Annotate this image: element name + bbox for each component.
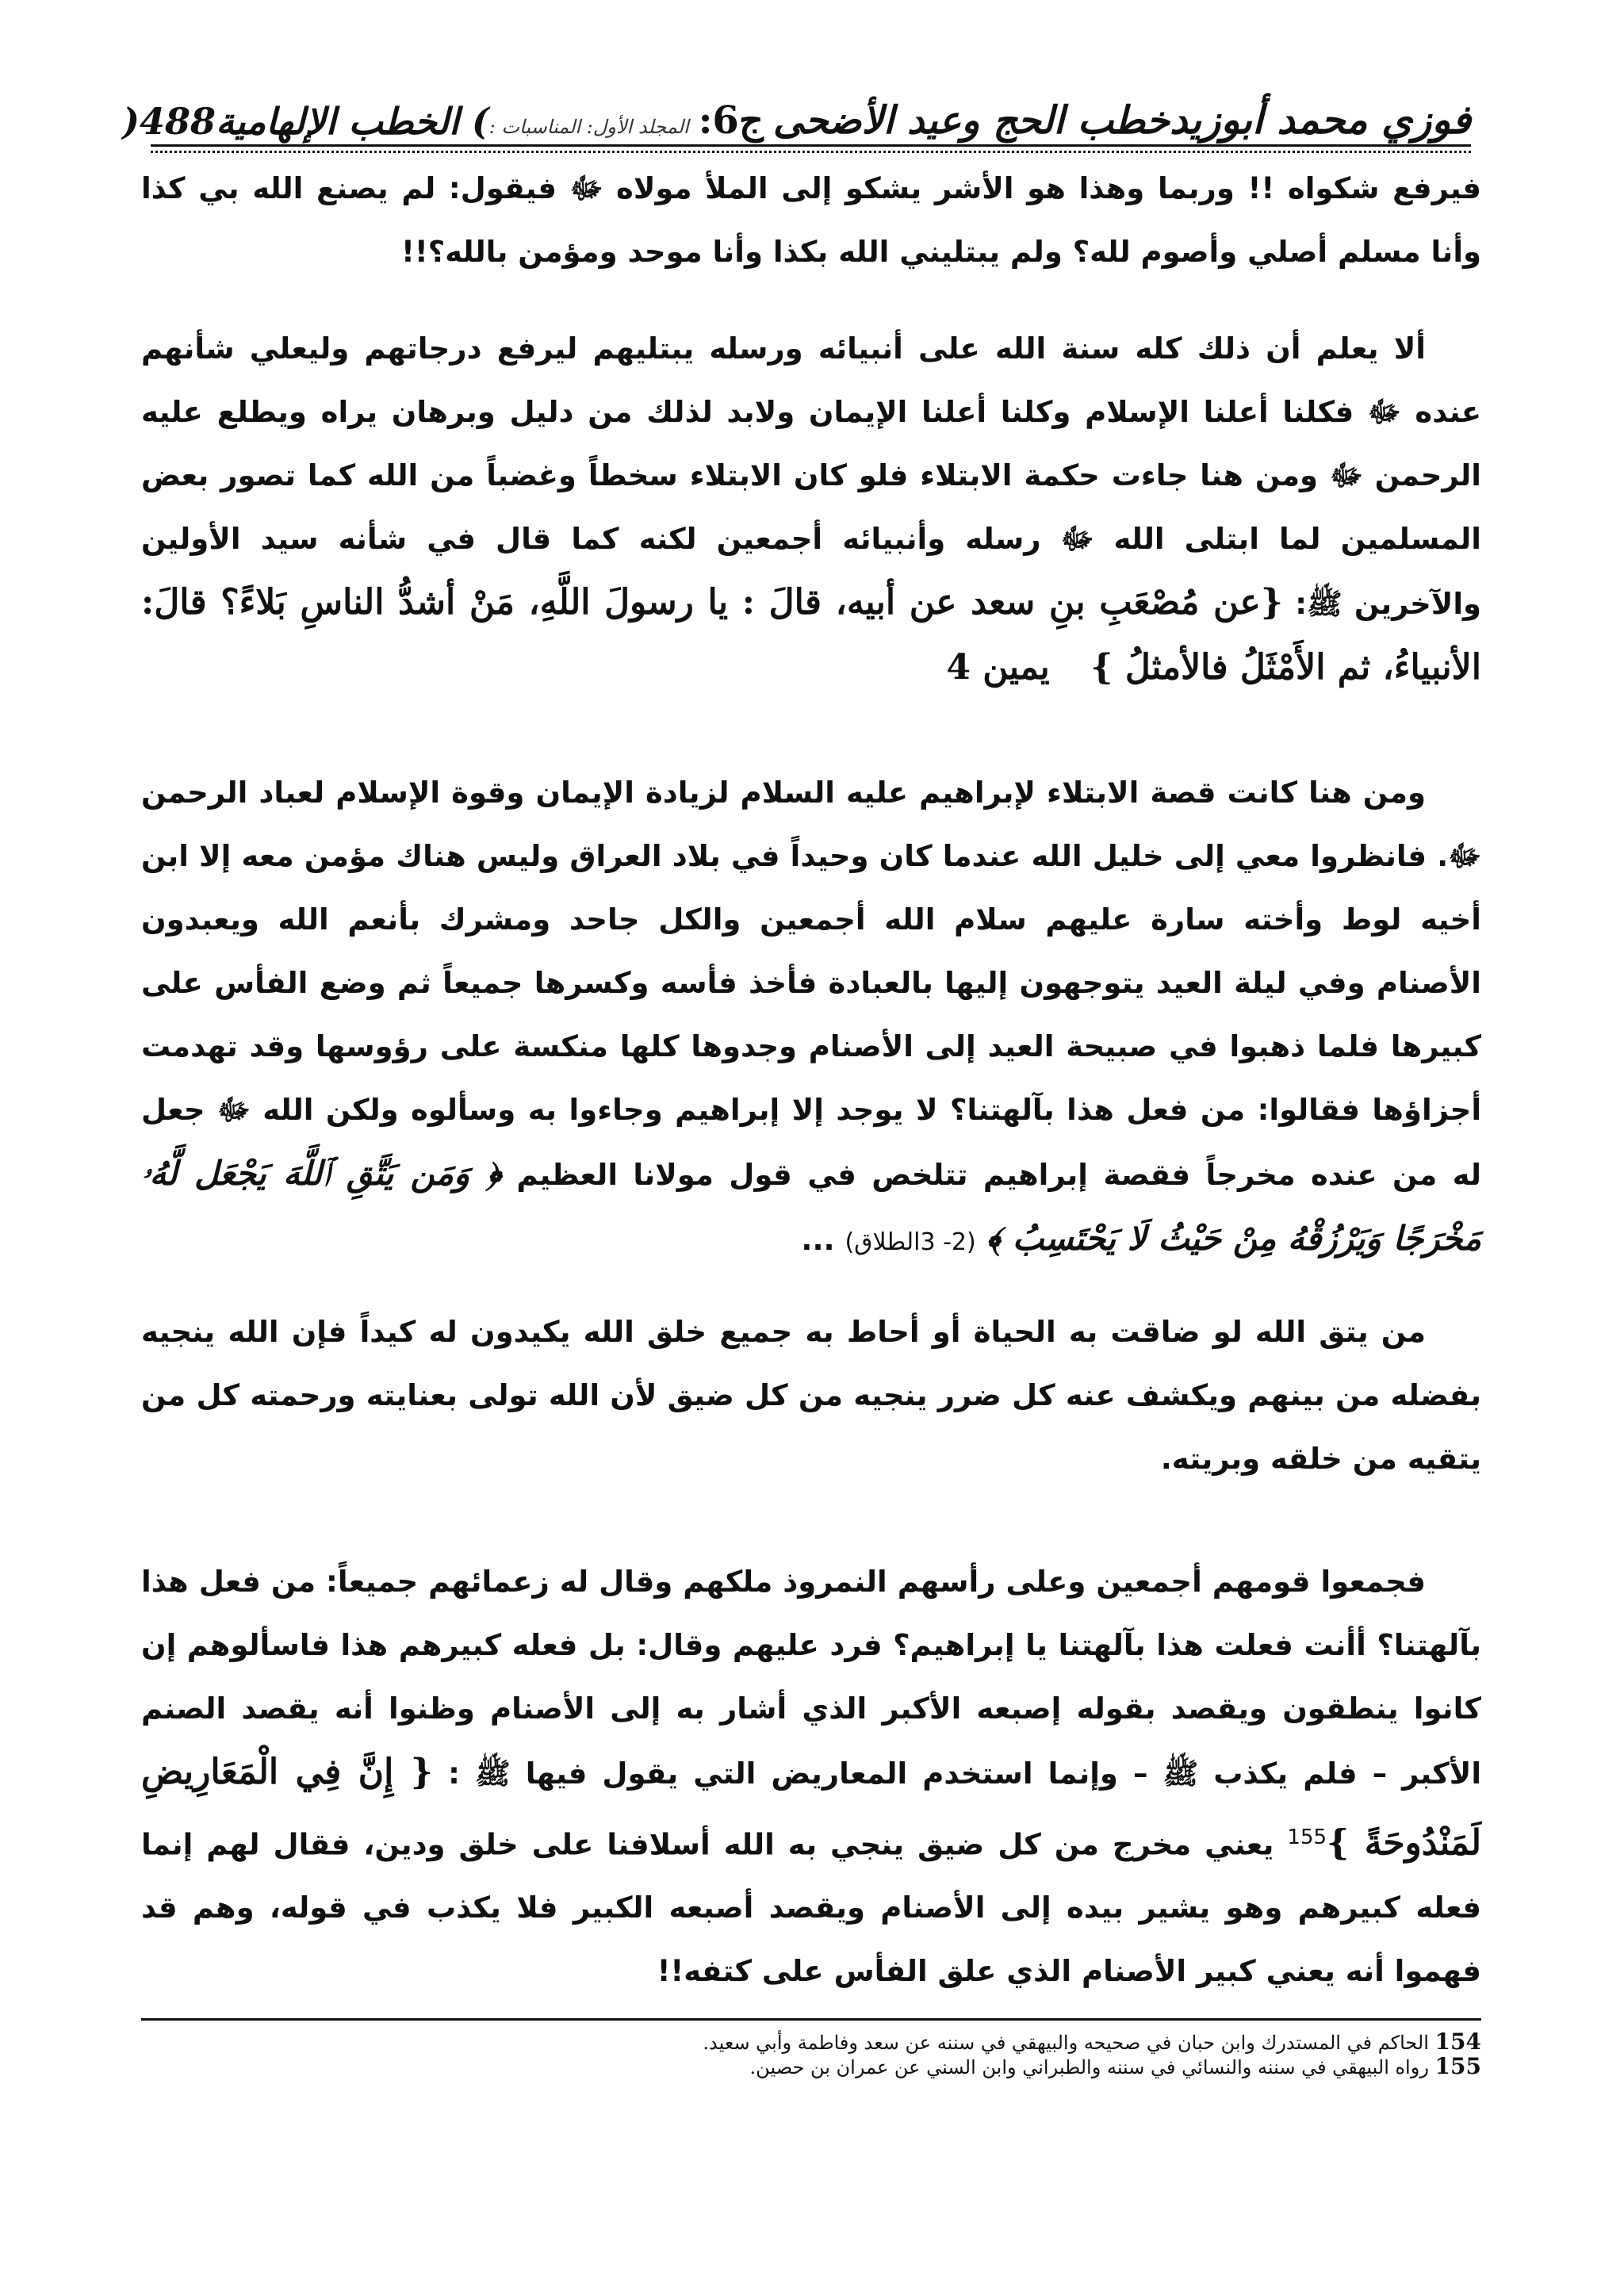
quran-verse: ﴿ وَمَن يَتَّقِ ٱللَّهَ يَجْعَل لَّهُۥ مَخْرَجًا وَيَرْزُقْهُ مِنْ حَيْثُ لَا يَحْتَسِبُ ﴾	[141, 1154, 1481, 1258]
series-title: الخطب الإلهامية	[216, 100, 459, 143]
paragraph-2-body	[141, 317, 1481, 701]
author-name: فوزي محمد أبوزيد	[1170, 96, 1471, 143]
paragraph-5-text: فجمعوا قومهم أجمعين وعلى رأسهم النمروذ ملكهم وقال له زعمائهم جميعاً: من فعل هذا بآلهتنا؟ أأنت فعلت هذا بآلهتنا يا إبراهيم؟ فرد عليهم وقال: بل فعله كبيرهم هذا فاسألوهم إن كانوا ينطقون ويقصد بقوله إصبعه الأكبر الذي أشار به إلى الأصنام وظنوا أنه يقصد الصنم الأكبر – فلم يكذب ﷺ – وإنما استخدم المعاريض التي يقول فيها ﷺ :	[141, 1565, 1482, 1791]
footnote-marker-155[interactable]: 155	[1287, 1826, 1327, 1849]
paragraph-4	[141, 1301, 1481, 1491]
header-topic-group	[489, 98, 1170, 143]
header-part: ج6:	[698, 98, 764, 143]
hadith-quote-2: { إِنَّ فِي الْمَعَارِيضِ لَمَنْدُوحَةً }	[141, 1752, 1481, 1864]
footnote-text: الحاكم في المستدرك وابن حبان في صحيحه والبيهقي في سننه عن سعد وفاطمة وأبي سعيد.	[703, 2032, 1429, 2054]
ellipsis: ...	[801, 1223, 845, 1257]
header-section: المجلد الأول: المناسبات :	[488, 116, 689, 138]
paragraph-2-text: ألا يعلم أن ذلك كله سنة الله على أنبيائه ورسله يبتليهم ليرفع درجاتهم وليعلي شأنهم عنده ﷻ فكلنا أعلنا الإسلام وكلنا أعلنا الإيمان ولابد لذلك من دليل وبرهان يراه ويطلع عليه الرحمن ﷻ ومن هنا جاءت حكمة الابتلاء فلو كان الابتلاء سخطاً وغضباً من الله كما تصور بعض المسلمين لما ابتلى الله ﷻ رسله وأنبيائه أجمعين لكنه كما قال في شأنه سيد الأولين والآخرين ﷺ:	[141, 331, 1481, 621]
footnote-155	[141, 2055, 1481, 2079]
header-rule	[151, 144, 1471, 147]
paragraph-5-body	[141, 1550, 1481, 2003]
page-number: 488	[140, 100, 216, 143]
page-header	[122, 56, 1471, 143]
footnote-number: 155	[1434, 2053, 1481, 2079]
paragraph-3-body	[141, 761, 1481, 1274]
footnote-number: 154	[1434, 2029, 1481, 2055]
header-dotted-rule	[151, 151, 1471, 153]
footnote-text: رواه البيهقي في سننه والنسائي في سننه والطبراني وابن السني عن عمران بن حصين.	[749, 2056, 1429, 2078]
footnote-rule	[141, 2018, 1481, 2021]
footnote-154	[141, 2030, 1481, 2055]
hadith-quote-1: {عن مُصْعَبِ بنِ سعد عن أبيه، قالَ : يا رسولَ اللَّهِ، مَنْ أشدُّ الناسِ بَلاءً؟ قالَ: الأنبياءُ، ثم الأَمْثَلُ فالأمثلُ }	[141, 582, 1481, 688]
header-series: ) الخطب الإلهامية488(	[122, 100, 489, 143]
hadith-ref-1: يمين 4	[946, 647, 1050, 688]
paragraph-3	[141, 761, 1481, 1274]
paragraph-5-rest: يعني مخرج من كل ضيق ينجي به الله أسلافنا على خلق ودين، فقال لهم إنما فعله كبيرهم وهو يشير بيده إلى الأصنام ويقصد أصبعه الكبير فلا يكذب في قوله، وهم قد فهموا أنه يعني كبير الأصنام الذي علق الفأس على كتفه!!	[141, 1827, 1481, 1989]
paragraph-1	[141, 157, 1481, 284]
footnotes	[141, 2030, 1481, 2079]
paragraph-5	[141, 1550, 1481, 2003]
paragraph-4-text: من يتق الله لو ضاقت به الحياة أو أحاط به جميع خلق الله يكيدون له كيداً فإن الله ينجيه بفضله من بينهم ويكشف عنه كل ضرر ينجيه من كل ضيق لأن الله تولى بعنايته ورحمته كل من يتقيه من خلقه وبريته.	[141, 1315, 1481, 1476]
paragraph-3-text: ومن هنا كانت قصة الابتلاء لإبراهيم عليه السلام لزيادة الإيمان وقوة الإسلام لعباد الرحمن ﷻ. فانظروا معي إلى خليل الله عندما كان وحيداً في بلاد العراق وليس هناك مؤمن معه إلا ابن أخيه لوط وأخته سارة عليهم سلام الله أجمعين والكل جاحد ومشرك بأنعم الله ويعبدون الأصنام وفي ليلة العيد يتوجهون إليها بالعبادة فأخذ فأسه وكسرها جميعاً ثم وضع الفأس على كبيرها فلما ذهبوا في صبيحة العيد إلى الأصنام وجدوها كلها منكسة على رؤوسها وقد تهدمت أجزاؤها فقالوا: من فعل هذا بآلهتنا؟ لا يوجد إلا إبراهيم وجاءوا به وسألوه ولكن الله ﷻ جعل له من عنده مخرجاً فقصة إبراهيم تتلخص في قول مولانا العظيم	[141, 776, 1481, 1192]
paragraph-1-text: فيرفع شكواه !! وربما وهذا هو الأشر يشكو إلى الملأ مولاه ﷻ فيقول: لم يصنع الله بي كذا وأنا مسلم أصلي وأصوم لله؟ ولم يبتليني الله بكذا وأنا موحد ومؤمن بالله؟!!	[141, 171, 1481, 269]
paragraph-2	[141, 317, 1481, 701]
header-topic: خطب الحج وعيد الأضحى	[772, 98, 1170, 143]
quran-ref: (2- 3الطلاق)	[845, 1228, 976, 1256]
